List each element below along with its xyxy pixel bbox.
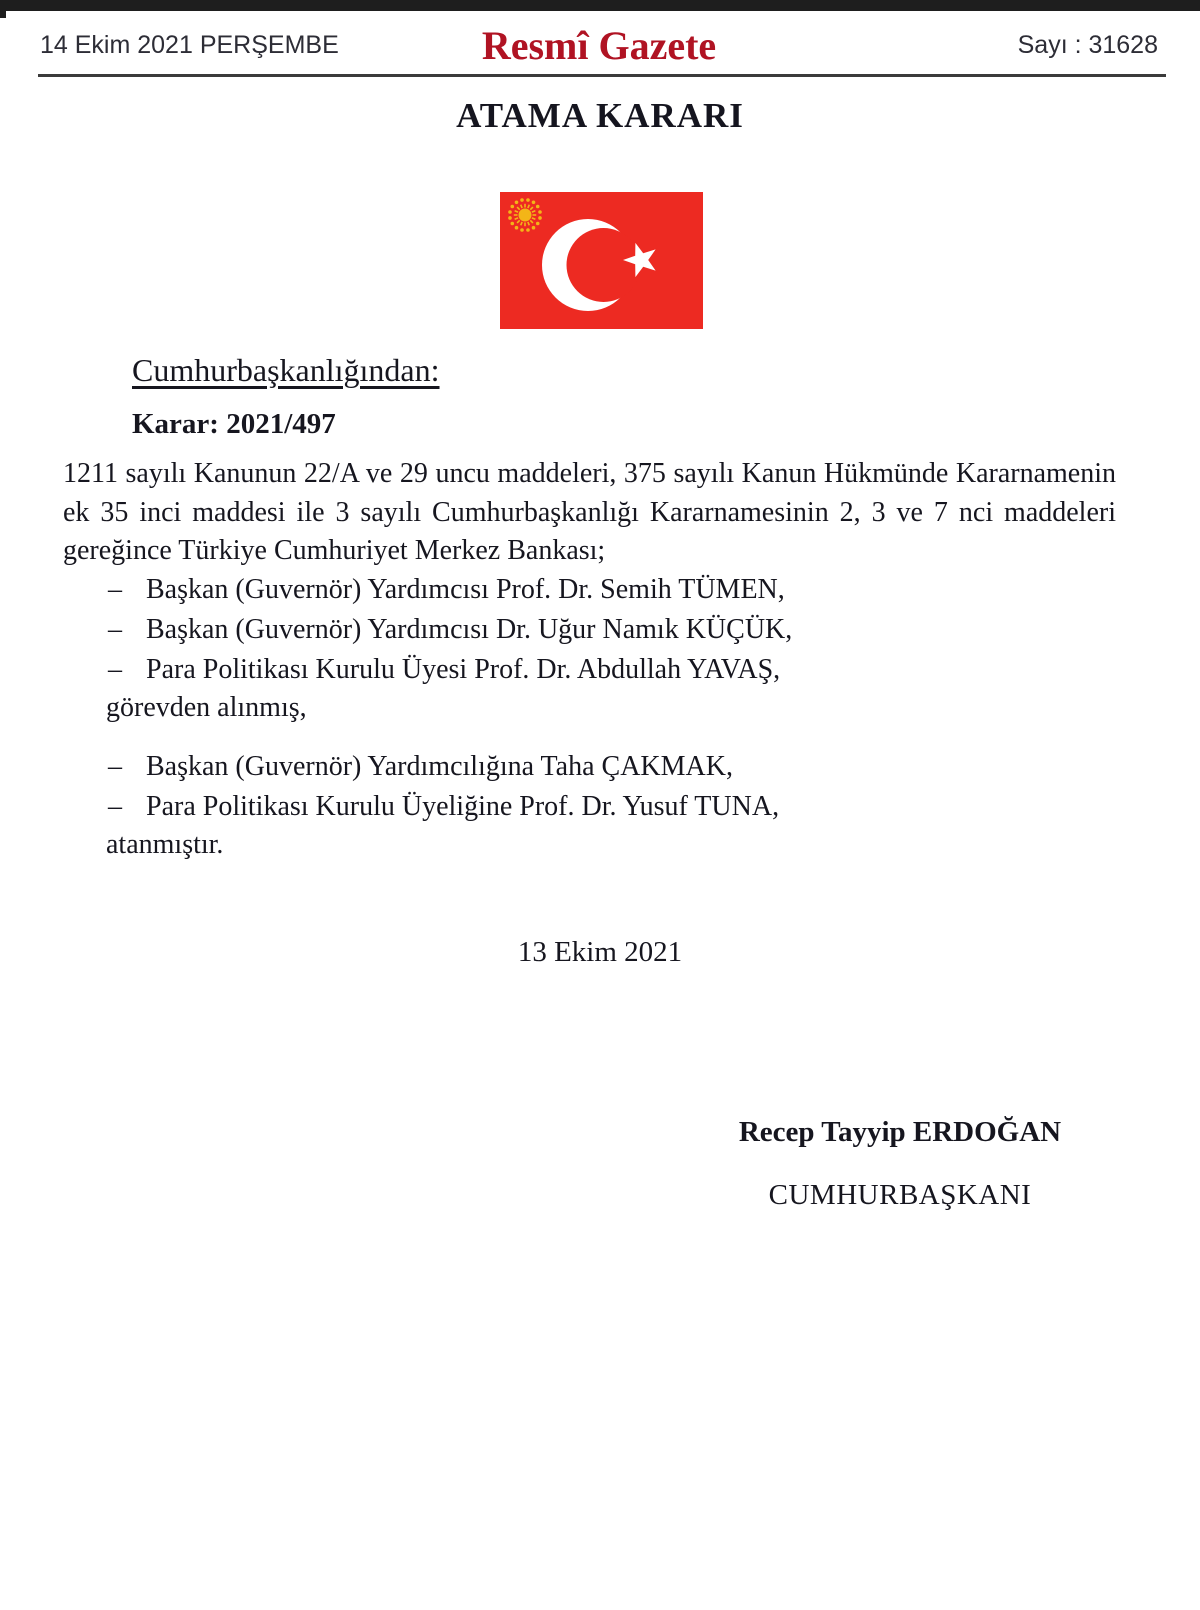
list-item-text: Para Politikası Kurulu Üyeliğine Prof. Dr. Yusuf TUNA,: [146, 791, 780, 822]
crescent-cutout: [567, 228, 641, 302]
page-edge-artifact: [0, 0, 6, 18]
dismissed-list: [0, 570, 1200, 690]
decision-number: Karar: 2021/497: [132, 408, 336, 440]
window-top-bar: [0, 0, 1200, 11]
flag-image: [500, 192, 703, 329]
list-item: [0, 650, 1200, 690]
dash-marker: –: [108, 751, 122, 782]
appointed-closing: atanmıştır.: [106, 829, 224, 860]
list-item: [0, 570, 1200, 610]
list-item: [0, 747, 1200, 787]
gazette-date: 14 Ekim 2021 PERŞEMBE: [40, 30, 339, 59]
decree-intro-paragraph: 1211 sayılı Kanunun 22/A ve 29 uncu maddeleri, 375 sayılı Kanun Hükmünde Kararnamenin ek 35 inci maddesi ile 3 sayılı Cumhurbaşkanlığı Kararnamesinin 2, 3 ve 7 nci maddeleri gereğince Türkiye Cumhuriyet Merkez Bankası;: [63, 458, 1116, 566]
gazette-issue-number: Sayı : 31628: [1017, 30, 1158, 59]
issuing-authority: Cumhurbaşkanlığından:: [132, 352, 440, 388]
turkish-presidential-flag: [500, 192, 703, 329]
decree-title: ATAMA KARARI: [456, 96, 744, 135]
list-item-text: Para Politikası Kurulu Üyesi Prof. Dr. Abdullah YAVAŞ,: [146, 654, 781, 685]
list-item-text: Başkan (Guvernör) Yardımcılığına Taha ÇAKMAK,: [146, 751, 733, 782]
gazette-masthead: Resmî Gazete: [481, 22, 717, 68]
dash-marker: –: [108, 614, 122, 645]
list-item-text: Başkan (Guvernör) Yardımcısı Dr. Uğur Namık KÜÇÜK,: [146, 614, 793, 645]
decision-date: 13 Ekim 2021: [517, 936, 683, 968]
list-item: [0, 787, 1200, 827]
gazette-header: [40, 20, 1158, 70]
list-item-text: Başkan (Guvernör) Yardımcısı Prof. Dr. Semih TÜMEN,: [146, 574, 785, 605]
dismissed-closing: görevden alınmış,: [106, 692, 307, 723]
dash-marker: –: [108, 791, 122, 822]
list-item: [0, 610, 1200, 650]
dash-marker: –: [108, 574, 122, 605]
signatory-title: CUMHURBAŞKANI: [768, 1179, 1032, 1211]
emblem-sun-core: [519, 209, 532, 222]
appointed-list: [0, 747, 1200, 827]
header-divider: [38, 74, 1166, 77]
dash-marker: –: [108, 654, 122, 685]
signatory-name: Recep Tayyip ERDOĞAN: [738, 1116, 1062, 1148]
